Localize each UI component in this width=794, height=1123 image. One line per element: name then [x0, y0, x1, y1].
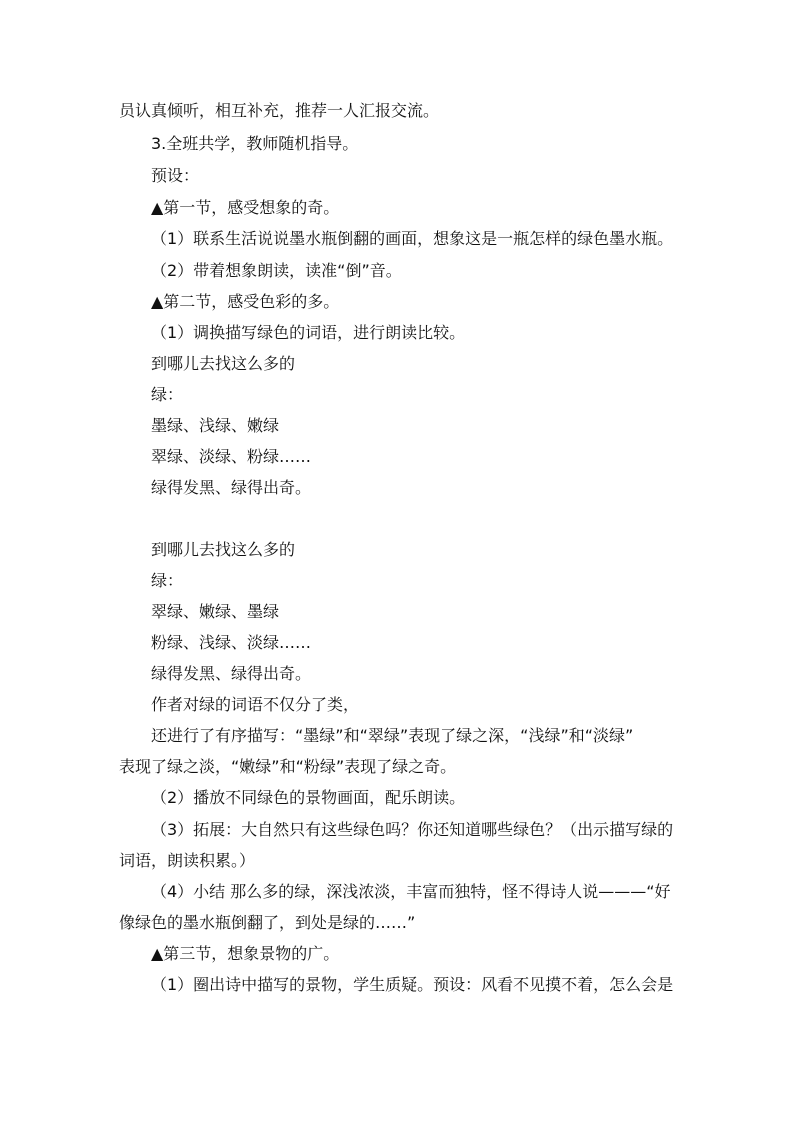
text-line: 绿得发黑、绿得出奇。	[151, 478, 312, 497]
text-line: （2）播放不同绿色的景物画面，配乐朗读。	[151, 788, 466, 807]
text-line: （3）拓展：大自然只有这些绿色吗？你还知道哪些绿色？（出示描写绿的	[151, 820, 674, 839]
text-line: 绿：	[151, 385, 184, 404]
text-line: ▲第三节，想象景物的广。	[151, 944, 340, 963]
text-line: 3.全班共学，教师随机指导。	[151, 134, 359, 153]
text-line: 绿得发黑、绿得出奇。	[151, 664, 312, 683]
text-line: （1）联系生活说说墨水瓶倒翻的画面，想象这是一瓶怎样的绿色墨水瓶。	[151, 229, 674, 248]
text-line: 绿：	[151, 571, 184, 590]
text-line: 像绿色的墨水瓶倒翻了，到处是绿的……”	[119, 913, 416, 932]
text-line: ▲第一节，感受想象的奇。	[151, 198, 340, 217]
text-line: （1）调换描写绿色的词语，进行朗读比较。	[151, 323, 466, 342]
text-line: 翠绿、嫩绿、墨绿	[151, 602, 280, 621]
text-line: 还进行了有序描写：“墨绿”和“翠绿”表现了绿之深，“浅绿”和“淡绿”	[151, 726, 634, 745]
text-line: 预设：	[151, 166, 200, 185]
text-line: 翠绿、淡绿、粉绿……	[151, 447, 312, 466]
text-line: 员认真倾听，相互补充，推荐一人汇报交流。	[119, 101, 440, 120]
text-line: ▲第二节，感受色彩的多。	[151, 292, 340, 311]
text-line: 到哪儿去找这么多的	[151, 354, 296, 373]
text-line: （4）小结 那么多的绿，深浅浓淡，丰富而独特，怪不得诗人说———“好	[151, 882, 671, 901]
text-line: 墨绿、浅绿、嫩绿	[151, 416, 280, 435]
text-line: 表现了绿之淡，“嫩绿”和“粉绿”表现了绿之奇。	[119, 757, 457, 776]
text-line: 词语，朗读积累。）	[119, 851, 256, 870]
text-line: （1）圈出诗中描写的景物，学生质疑。预设：风看不见摸不着，怎么会是	[151, 975, 674, 994]
text-line: （2）带着想象朗读，读准“倒”音。	[151, 261, 402, 280]
text-line: 作者对绿的词语不仅分了类，	[151, 695, 360, 714]
text-line: 到哪儿去找这么多的	[151, 540, 296, 559]
text-line: 粉绿、浅绿、淡绿……	[151, 633, 312, 652]
